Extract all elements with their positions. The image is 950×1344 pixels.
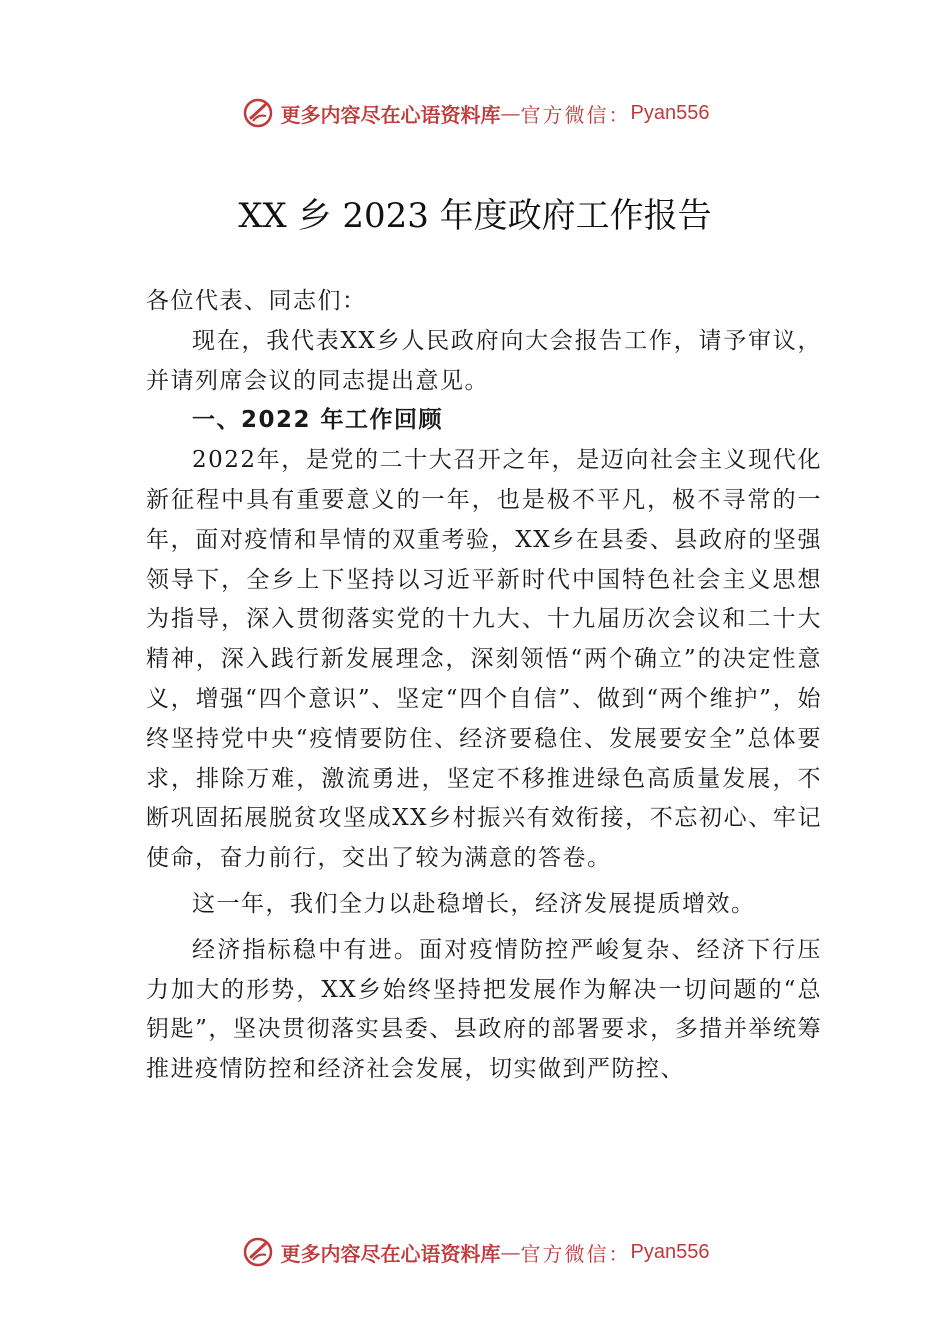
- banner-wechat-label: 官方微信：: [520, 102, 631, 127]
- section-heading-1: 一、2022 年工作回顾: [192, 407, 444, 434]
- banner-wechat-label: 官方微信：: [520, 1241, 631, 1266]
- footer-watermark-banner: [0, 1235, 950, 1269]
- banner-main-text: 更多内容尽在心语资料库: [280, 1241, 501, 1266]
- banner-dash: —: [500, 1240, 521, 1264]
- header-watermark-banner: [0, 96, 950, 130]
- document-title: XX 乡 2023 年度政府工作报告: [238, 196, 712, 236]
- banner-main-text: 更多内容尽在心语资料库: [280, 102, 501, 127]
- banner-wechat-id: Pyan556: [630, 1240, 710, 1263]
- brand-logo-icon: [241, 1235, 275, 1269]
- body-paragraph-2: 这一年，我们全力以赴稳增长，经济发展提质增效。: [192, 890, 756, 917]
- brand-logo-icon: [241, 96, 275, 130]
- intro-paragraph: 现在，我代表XX乡人民政府向大会报告工作，请予审议，并请列席会议的同志提出意见。: [146, 327, 822, 394]
- salutation: 各位代表、同志们：: [146, 288, 367, 314]
- banner-wechat-id: Pyan556: [630, 101, 710, 124]
- body-paragraph-3: 经济指标稳中有进。面对疫情防控严峻复杂、经济下行压力加大的形势，XX乡始终坚持把发展作为解决一切问题的“总钥匙”，坚决贯彻落实县委、县政府的部署要求，多措并举统筹推进疫情防控和经济社会发展，切实做到严防控、: [146, 936, 822, 1083]
- banner-dash: —: [500, 101, 521, 125]
- document-body: [146, 282, 822, 1090]
- body-paragraph-1: 2022年，是党的二十大召开之年，是迈向社会主义现代化新征程中具有重要意义的一年，也是极不平凡，极不寻常的一年，面对疫情和旱情的双重考验，XX乡在县委、县政府的坚强领导下，全乡上下坚持以习近平新时代中国特色社会主义思想为指导，深入贯彻落实党的十九大、十九届历次会议和二十大精神，深入践行新发展理念，深刻领悟“两个确立”的决定性意义，增强“四个意识”、坚定“四个自信”、做到“两个维护”，始终坚持党中央“疫情要防住、经济要稳住、发展要安全”总体要求，排除万难，激流勇进，坚定不移推进绿色高质量发展，不断巩固拓展脱贫攻坚成XX乡村振兴有效衔接，不忘初心、牢记使命，奋力前行，交出了较为满意的答卷。: [146, 447, 822, 872]
